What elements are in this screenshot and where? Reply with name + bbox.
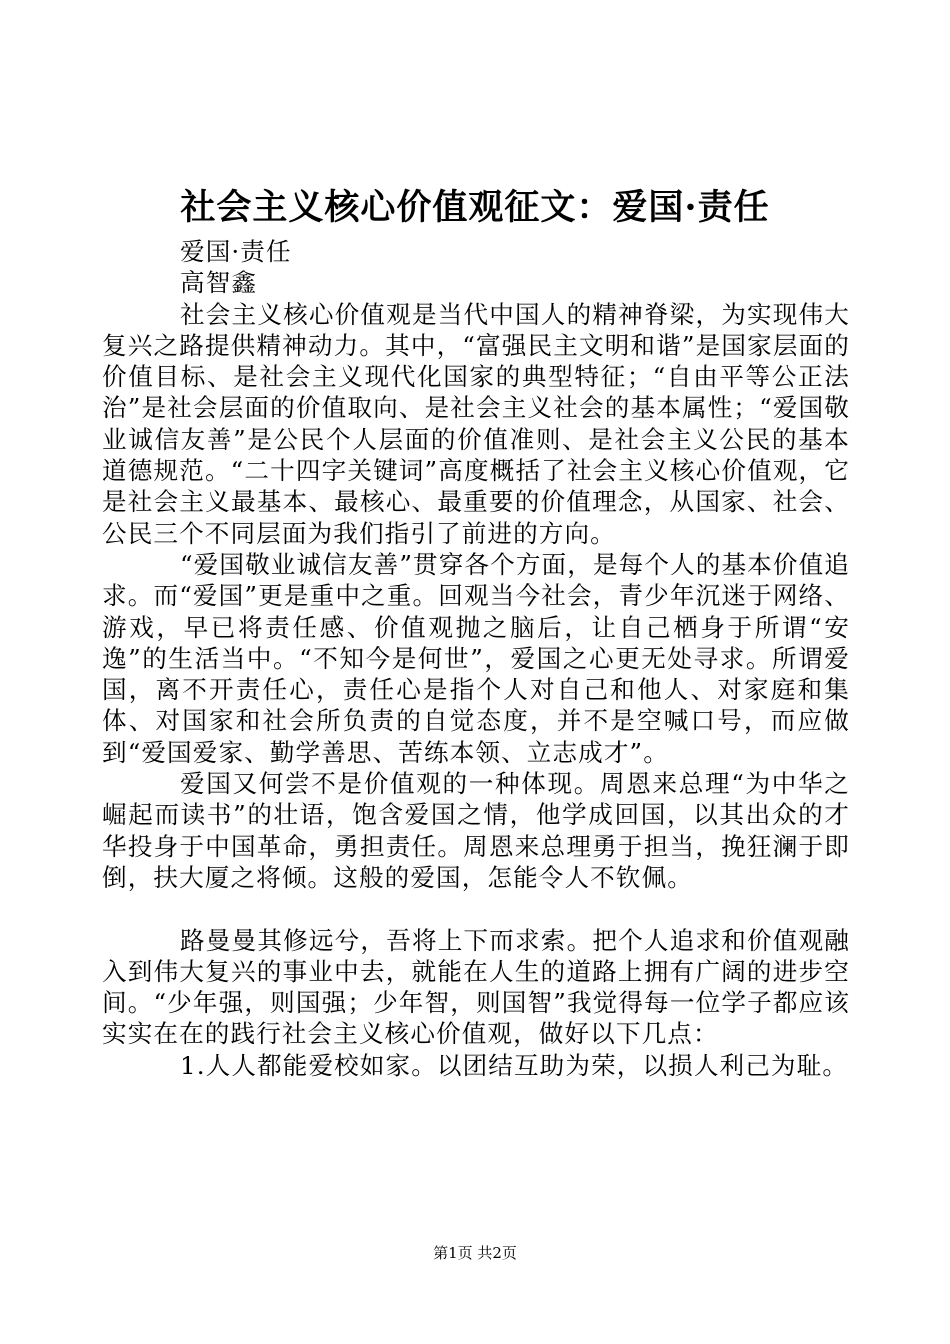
paragraph-2: “爱国敬业诚信友善”贯穿各个方面，是每个人的基本价值追求。而“爱国”更是重中之重。回观当今社会，青少年沉迷于网络、游戏，早已将责任感、价值观抛之脑后，让自己栖身于所谓“安逸”的生活当中。“不知今是何世”，爱国之心更无处寻求。所谓爱国，离不开责任心，责任心是指个人对自己和他人、对家庭和集体、对国家和社会所负责的自觉态度，并不是空喊口号，而应做到“爱国爱家、勤学善思、苦练本领、立志成才”。 — [102, 549, 850, 767]
subtitle: 爱国·责任 — [180, 237, 292, 266]
page-footer: 第1页 共2页 — [433, 1244, 517, 1262]
paragraph-1: 社会主义核心价值观是当代中国人的精神脊梁，为实现伟大复兴之路提供精神动力。其中，“富强民主文明和谐”是国家层面的价值目标、是社会主义现代化国家的典型特征；“自由平等公正法治”是社会层面的价值取向、是社会主义社会的基本属性；“爱国敬业诚信友善”是公民个人层面的价值准则、是社会主义公民的基本道德规范。“二十四字关键词”高度概括了社会主义核心价值观，它是社会主义最基本、最核心、最重要的价值理念，从国家、社会、公民三个不同层面为我们指引了前进的方向。 — [102, 299, 850, 548]
author-name: 高智鑫 — [180, 268, 258, 298]
blank-line — [102, 893, 850, 924]
paragraph-3: 爱国又何尝不是价值观的一种体现。周恩来总理“为中华之崛起而读书”的壮语，饱含爱国之情，他学成回国，以其出众的才华投身于中国革命，勇担责任。周恩来总理勇于担当，挽狂澜于即倒，扶大厦之将倾。这般的爱国，怎能令人不钦佩。 — [102, 769, 850, 892]
paragraph-4: 路曼曼其修远兮，吾将上下而求索。把个人追求和价值观融入到伟大复兴的事业中去，就能在人生的道路上拥有广阔的进步空间。“少年强，则国强；少年智，则国智”我觉得每一位学子都应该实实在在的践行社会主义核心价值观，做好以下几点： — [102, 925, 850, 1049]
list-item-1: 1.人人都能爱校如家。以团结互助为荣，以损人利己为耻。 — [180, 1050, 849, 1080]
document-title: 社会主义核心价值观征文：爱国·责任 — [180, 187, 770, 228]
document-body — [102, 236, 850, 1081]
